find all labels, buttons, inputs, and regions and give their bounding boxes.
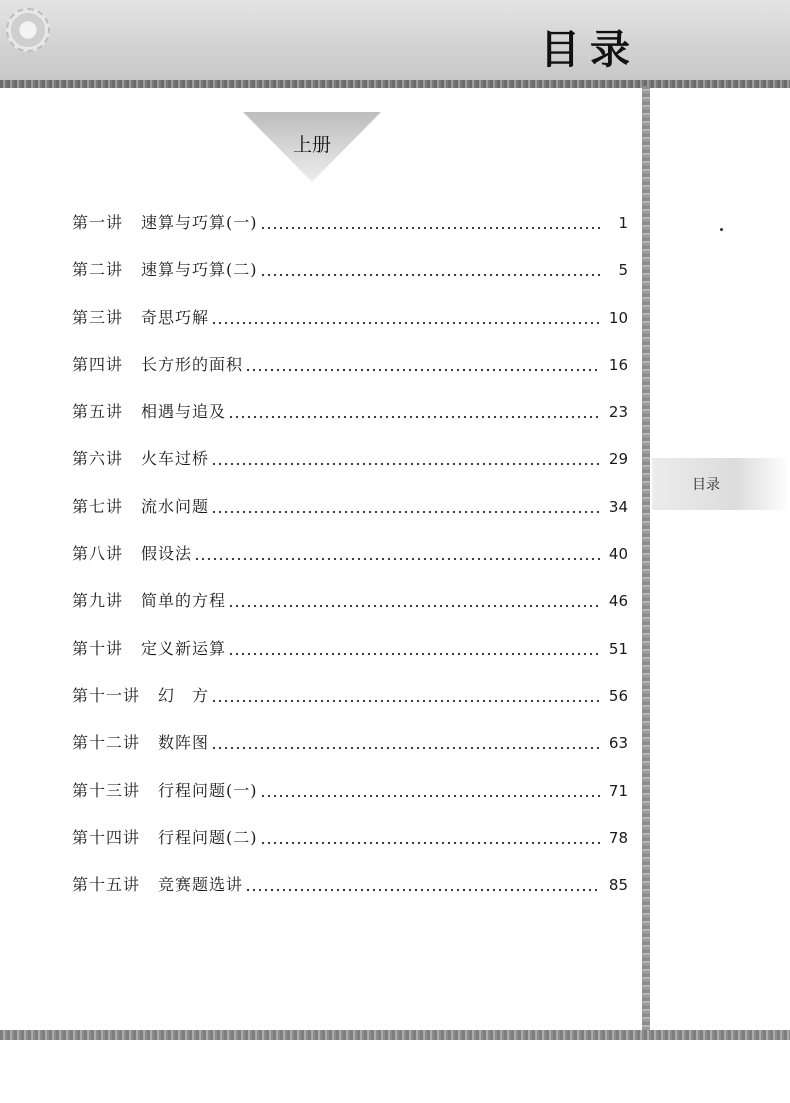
toc-entry[interactable]	[72, 732, 628, 779]
toc-title: 奇思巧解	[141, 307, 210, 327]
speck-mark	[720, 228, 723, 231]
toc-lecture-number: 第九讲	[72, 591, 124, 611]
volume-label: 上册	[292, 134, 331, 156]
toc-lecture-number: 第十讲	[72, 638, 124, 658]
side-tab	[652, 458, 790, 510]
toc-lecture-number: 第一讲	[72, 213, 124, 232]
toc-title: 数阵图	[158, 733, 210, 753]
toc-leader-dots	[260, 212, 600, 234]
toc-entry[interactable]	[72, 590, 628, 637]
toc-leader-dots	[245, 874, 600, 896]
toc-page-number: 78	[608, 828, 628, 847]
toc-lecture-number: 第十四讲	[72, 827, 141, 847]
toc-page-number: 34	[608, 497, 628, 516]
toc-lecture-number: 第七讲	[72, 496, 124, 516]
toc-title: 长方形的面积	[141, 354, 244, 374]
toc-title: 流水问题	[141, 496, 210, 516]
toc-leader-dots	[194, 543, 600, 565]
toc-title: 幻 方	[158, 685, 210, 705]
side-tab-label: 目录	[692, 477, 720, 493]
toc-entry[interactable]	[72, 780, 628, 827]
vertical-divider	[642, 86, 650, 1036]
toc-page-number: 85	[608, 876, 628, 895]
toc-title: 速算与巧算(二)	[141, 260, 258, 280]
toc-leader-dots	[228, 590, 600, 612]
toc-leader-dots	[211, 307, 600, 329]
toc-page-number: 10	[608, 308, 628, 327]
toc-entry[interactable]	[72, 827, 628, 874]
toc-leader-dots	[211, 685, 600, 707]
toc-leader-dots	[211, 496, 600, 518]
toc-page-number: 63	[608, 734, 628, 753]
toc-page-number: 71	[608, 781, 628, 800]
toc-leader-dots	[260, 259, 600, 281]
toc-title: 行程问题(一)	[158, 780, 258, 800]
toc-entry[interactable]	[72, 496, 628, 543]
toc-lecture-number: 第四讲	[72, 354, 124, 374]
toc-entry[interactable]	[72, 259, 628, 306]
toc-leader-dots	[245, 354, 600, 376]
toc-entry[interactable]	[72, 354, 628, 401]
toc-lecture-number: 第六讲	[72, 449, 124, 469]
toc-entry[interactable]	[72, 874, 628, 921]
toc-leader-dots	[228, 638, 600, 660]
toc-lecture-number: 第十二讲	[72, 733, 141, 753]
toc-page-number: 29	[608, 450, 628, 469]
toc-page-number: 51	[608, 639, 628, 658]
toc-lecture-number: 第二讲	[72, 260, 124, 280]
toc-entry[interactable]	[72, 307, 628, 354]
toc-leader-dots	[211, 732, 600, 754]
toc-lecture-number: 第八讲	[72, 544, 124, 564]
toc-leader-dots	[260, 827, 600, 849]
toc-lecture-number: 第五讲	[72, 402, 124, 422]
toc-leader-dots	[211, 448, 600, 470]
toc-title: 速算与巧算(一)	[141, 213, 258, 232]
toc-page-number: 1	[618, 214, 628, 232]
toc-title: 相遇与追及	[141, 402, 227, 422]
toc-title: 竞赛题选讲	[158, 875, 244, 895]
toc-title: 火车过桥	[141, 449, 210, 469]
toc-page-number: 56	[608, 686, 628, 705]
toc-leader-dots	[260, 780, 600, 802]
toc-page-number: 46	[608, 592, 628, 611]
toc-title: 行程问题(二)	[158, 827, 258, 847]
toc-title: 假设法	[141, 544, 193, 564]
footer-rule	[0, 1030, 790, 1040]
page-title: 目录	[540, 27, 640, 73]
sun-emblem-icon	[6, 8, 50, 52]
header-band	[0, 0, 790, 86]
toc-leader-dots	[228, 401, 600, 423]
toc-entry[interactable]	[72, 212, 628, 259]
toc-page-number: 5	[618, 261, 628, 280]
toc-page-number: 23	[608, 403, 628, 422]
toc-lecture-number: 第三讲	[72, 307, 124, 327]
toc-entry[interactable]	[72, 401, 628, 448]
volume-banner	[243, 112, 381, 182]
toc-lecture-number: 第十五讲	[72, 875, 141, 895]
toc-lecture-number: 第十一讲	[72, 685, 141, 705]
toc-entry[interactable]	[72, 638, 628, 685]
toc-entry[interactable]	[72, 448, 628, 495]
toc-page-number: 40	[608, 545, 628, 564]
toc-entry[interactable]	[72, 685, 628, 732]
toc-lecture-number: 第十三讲	[72, 780, 141, 800]
toc-title: 简单的方程	[141, 591, 227, 611]
toc-page-number: 16	[608, 355, 628, 374]
toc-title: 定义新运算	[141, 638, 227, 658]
toc-entry[interactable]	[72, 543, 628, 590]
header-rule	[0, 80, 790, 88]
table-of-contents	[72, 212, 628, 921]
